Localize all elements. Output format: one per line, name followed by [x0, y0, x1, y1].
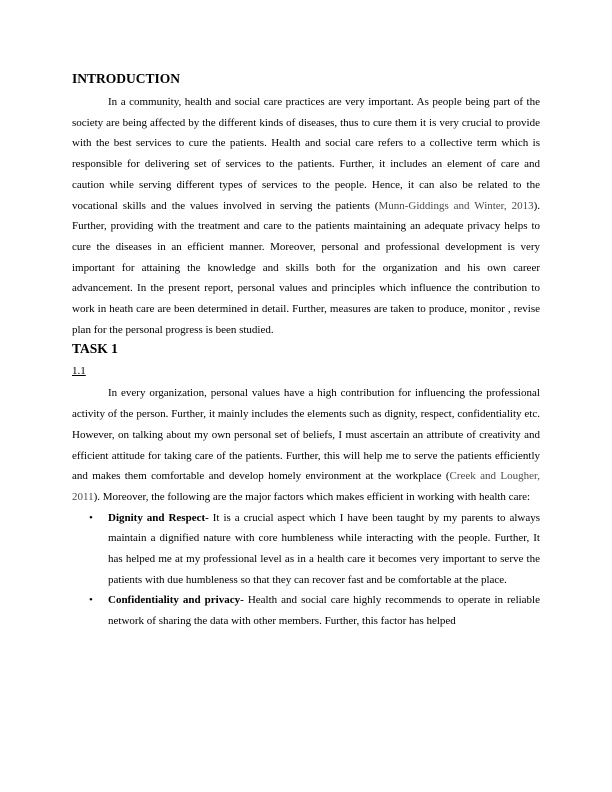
task1-heading: TASK 1 [72, 341, 118, 357]
intro-citation: Munn-Giddings and Winter, 2013 [378, 199, 534, 212]
introduction-paragraph [72, 92, 540, 340]
task1-paragraph [72, 383, 540, 507]
introduction-heading: INTRODUCTION [72, 71, 181, 86]
bullet-icon: • [89, 511, 93, 524]
task1-citation: Creek and Lougher, 2011 [72, 470, 540, 503]
bullet-text: Health and social care highly recommends to operate in reliable network of sharing the data with other members. Further, this factor has helped [108, 594, 541, 628]
list-item [72, 508, 540, 591]
bullet-term: Dignity and Respect- [108, 511, 209, 524]
bullet-icon: • [89, 594, 93, 607]
section-1-1-heading: 1.1 [72, 365, 86, 378]
intro-text-part2: ). Further, providing with the treatment and care to the patients maintaining an adequate privacy helps to cure the diseases in an efficient manner. Moreover, personal and professional development is very important for attaining the knowledge and skills both for the organization and his own career advancement. In the present report, personal values and principles which influence the contribution to work in heath care are been determined in detail. Further, measures are taken to produce, monitor , revise plan for the personal progress is been studied. [72, 199, 540, 336]
task1-text-part2: ). Moreover, the following are the major factors which makes efficient in working with health care: [93, 490, 531, 503]
list-item [72, 590, 540, 631]
page-content [72, 70, 540, 632]
bullet-term: Confidentiality and privacy- [108, 594, 244, 607]
task1-text-part1: In every organization, personal values have a high contribution for influencing the professional activity of the person. Further, it mainly includes the elements such as dignity, respect, confidentiality etc. However, on talking about my own personal set of beliefs, I must ascertain an attribute of creativity and efficient attitude for taking care of the patients. Further, this will help me to serve the patients efficiently and makes them comfortable and develop homely environment at the workplace ( [72, 387, 540, 483]
bullet-text: It is a crucial aspect which I have been taught by my parents to always maintain a dignified nature with core humbleness while interacting with the people. Further, It has helped me at my professional level as in a health care it becomes very important to serve the patients with due humbleness so that they can recover fast and be comfortable at the place. [108, 511, 541, 586]
values-bullet-list [72, 508, 540, 632]
intro-text-part1: In a community, health and social care practices are very important. As people being part of the society are being affected by the different kinds of diseases, thus to cure them it is very crucial to provide with the best services to cure the patients. Health and social care refers to a collective term which is responsible for delivering set of services to the patients. Further, it includes an element of care and caution while serving different types of services to the people. Hence, it can also be related to the vocational skills and the values involved in serving the patients ( [72, 96, 540, 212]
